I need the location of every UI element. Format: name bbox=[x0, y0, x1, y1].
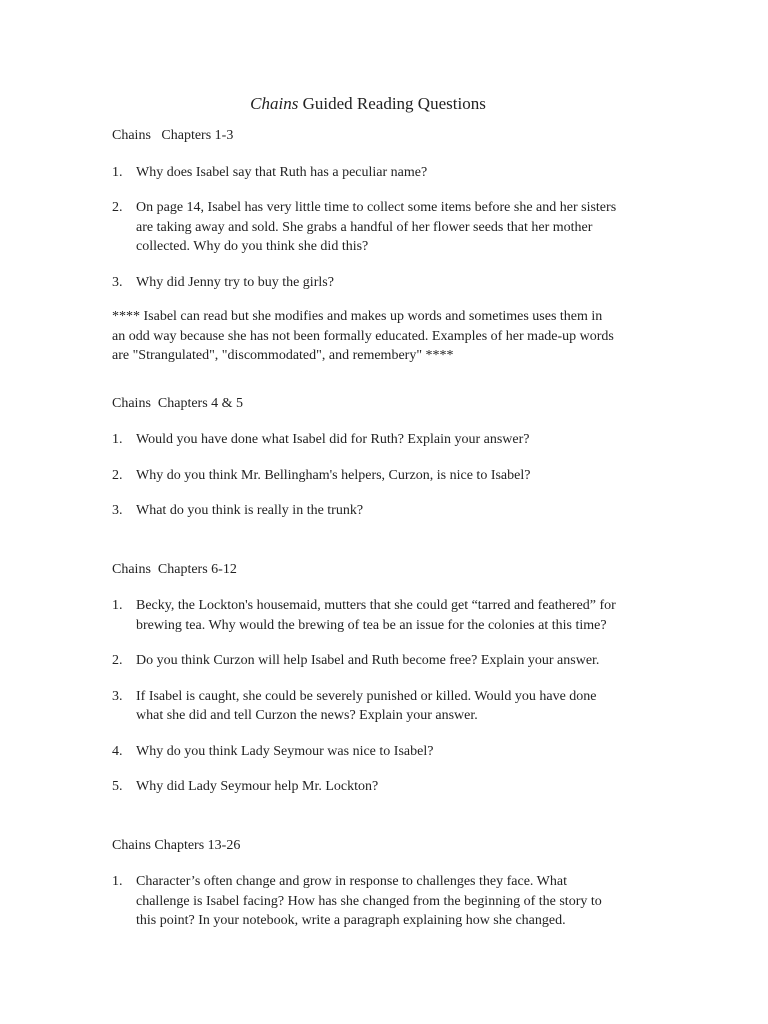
section-chapters-4-5 bbox=[112, 394, 618, 521]
question-number: 3. bbox=[112, 503, 123, 518]
question-list bbox=[112, 596, 618, 797]
question-text: What do you think is really in the trunk? bbox=[136, 503, 364, 518]
question-item bbox=[112, 501, 618, 521]
section-chapters-6-12 bbox=[112, 560, 618, 797]
question-number: 3. bbox=[112, 688, 123, 704]
question-number: 1. bbox=[112, 432, 123, 447]
section-heading: Chains Chapters 1-3 bbox=[112, 128, 234, 143]
section-spacer bbox=[112, 813, 618, 836]
title-italic: Chains bbox=[250, 94, 299, 113]
vocabulary-note: **** Isabel can read but she modifies and makes up words and sometimes uses them in an odd way because she has not been formally educated. Examples of her made-up words are "Strangulated", "discommodated", and rememberу" **** bbox=[112, 309, 614, 363]
question-text: Do you think Curzon will help Isabel and Ruth become free? Explain your answer. bbox=[136, 653, 600, 668]
question-item bbox=[112, 651, 618, 671]
question-text: Why do you think Mr. Bellingham's helpers, Curzon, is nice to Isabel? bbox=[136, 467, 531, 483]
section-chapters-1-3 bbox=[112, 126, 618, 366]
question-item bbox=[112, 872, 618, 931]
question-text: Would you have done what Isabel did for Ruth? Explain your answer? bbox=[136, 432, 530, 447]
question-number: 5. bbox=[112, 779, 123, 794]
question-item bbox=[112, 430, 618, 450]
section-chapters-13-26 bbox=[112, 836, 618, 931]
question-number: 1. bbox=[112, 598, 123, 613]
question-text: Why does Isabel say that Ruth has a peculiar name? bbox=[136, 164, 428, 180]
question-number: 2. bbox=[112, 467, 123, 483]
question-list bbox=[112, 163, 618, 293]
section-heading: Chains Chapters 13-26 bbox=[112, 837, 241, 853]
question-text: Why did Jenny try to buy the girls? bbox=[136, 274, 334, 290]
question-number: 2. bbox=[112, 653, 123, 668]
question-list bbox=[112, 430, 618, 521]
question-item bbox=[112, 777, 618, 797]
question-item bbox=[112, 163, 618, 183]
question-item bbox=[112, 466, 618, 486]
question-item bbox=[112, 198, 618, 257]
question-text: Why do you think Lady Seymour was nice to Isabel? bbox=[136, 743, 434, 759]
question-number: 1. bbox=[112, 164, 123, 180]
question-item bbox=[112, 742, 618, 762]
question-text: If Isabel is caught, she could be severely punished or killed. Would you have done what she did and tell Curzon the news? Explain your answer. bbox=[136, 688, 597, 723]
question-item bbox=[112, 273, 618, 293]
question-number: 1. bbox=[112, 874, 123, 889]
question-item bbox=[112, 687, 618, 726]
question-text: Why did Lady Seymour help Mr. Lockton? bbox=[136, 779, 379, 794]
question-text: Becky, the Lockton's housemaid, mutters that she could get “tarred and feathered” for brewing tea. Why would the brewing of tea be an issue for the colonies at this time? bbox=[136, 598, 616, 633]
question-text: On page 14, Isabel has very little time to collect some items before she and her sisters are taking away and sold. She grabs a handful of her flower seeds that her mother collected. Why do you think she did this? bbox=[136, 200, 617, 254]
question-item bbox=[112, 596, 618, 635]
question-list bbox=[112, 872, 618, 931]
question-number: 4. bbox=[112, 743, 123, 759]
question-number: 2. bbox=[112, 200, 123, 215]
title-rest: Guided Reading Questions bbox=[298, 94, 486, 113]
question-text: Character’s often change and grow in response to challenges they face. What challenge is Isabel facing? How has she changed from the beginning of the story to this point? In your notebook, write a paragraph explaining how she changed. bbox=[136, 874, 602, 928]
section-spacer bbox=[112, 366, 618, 394]
page-title bbox=[112, 94, 618, 114]
section-spacer bbox=[112, 537, 618, 560]
section-heading: Chains Chapters 6-12 bbox=[112, 561, 237, 577]
question-number: 3. bbox=[112, 274, 123, 290]
section-heading: Chains Chapters 4 & 5 bbox=[112, 395, 244, 411]
